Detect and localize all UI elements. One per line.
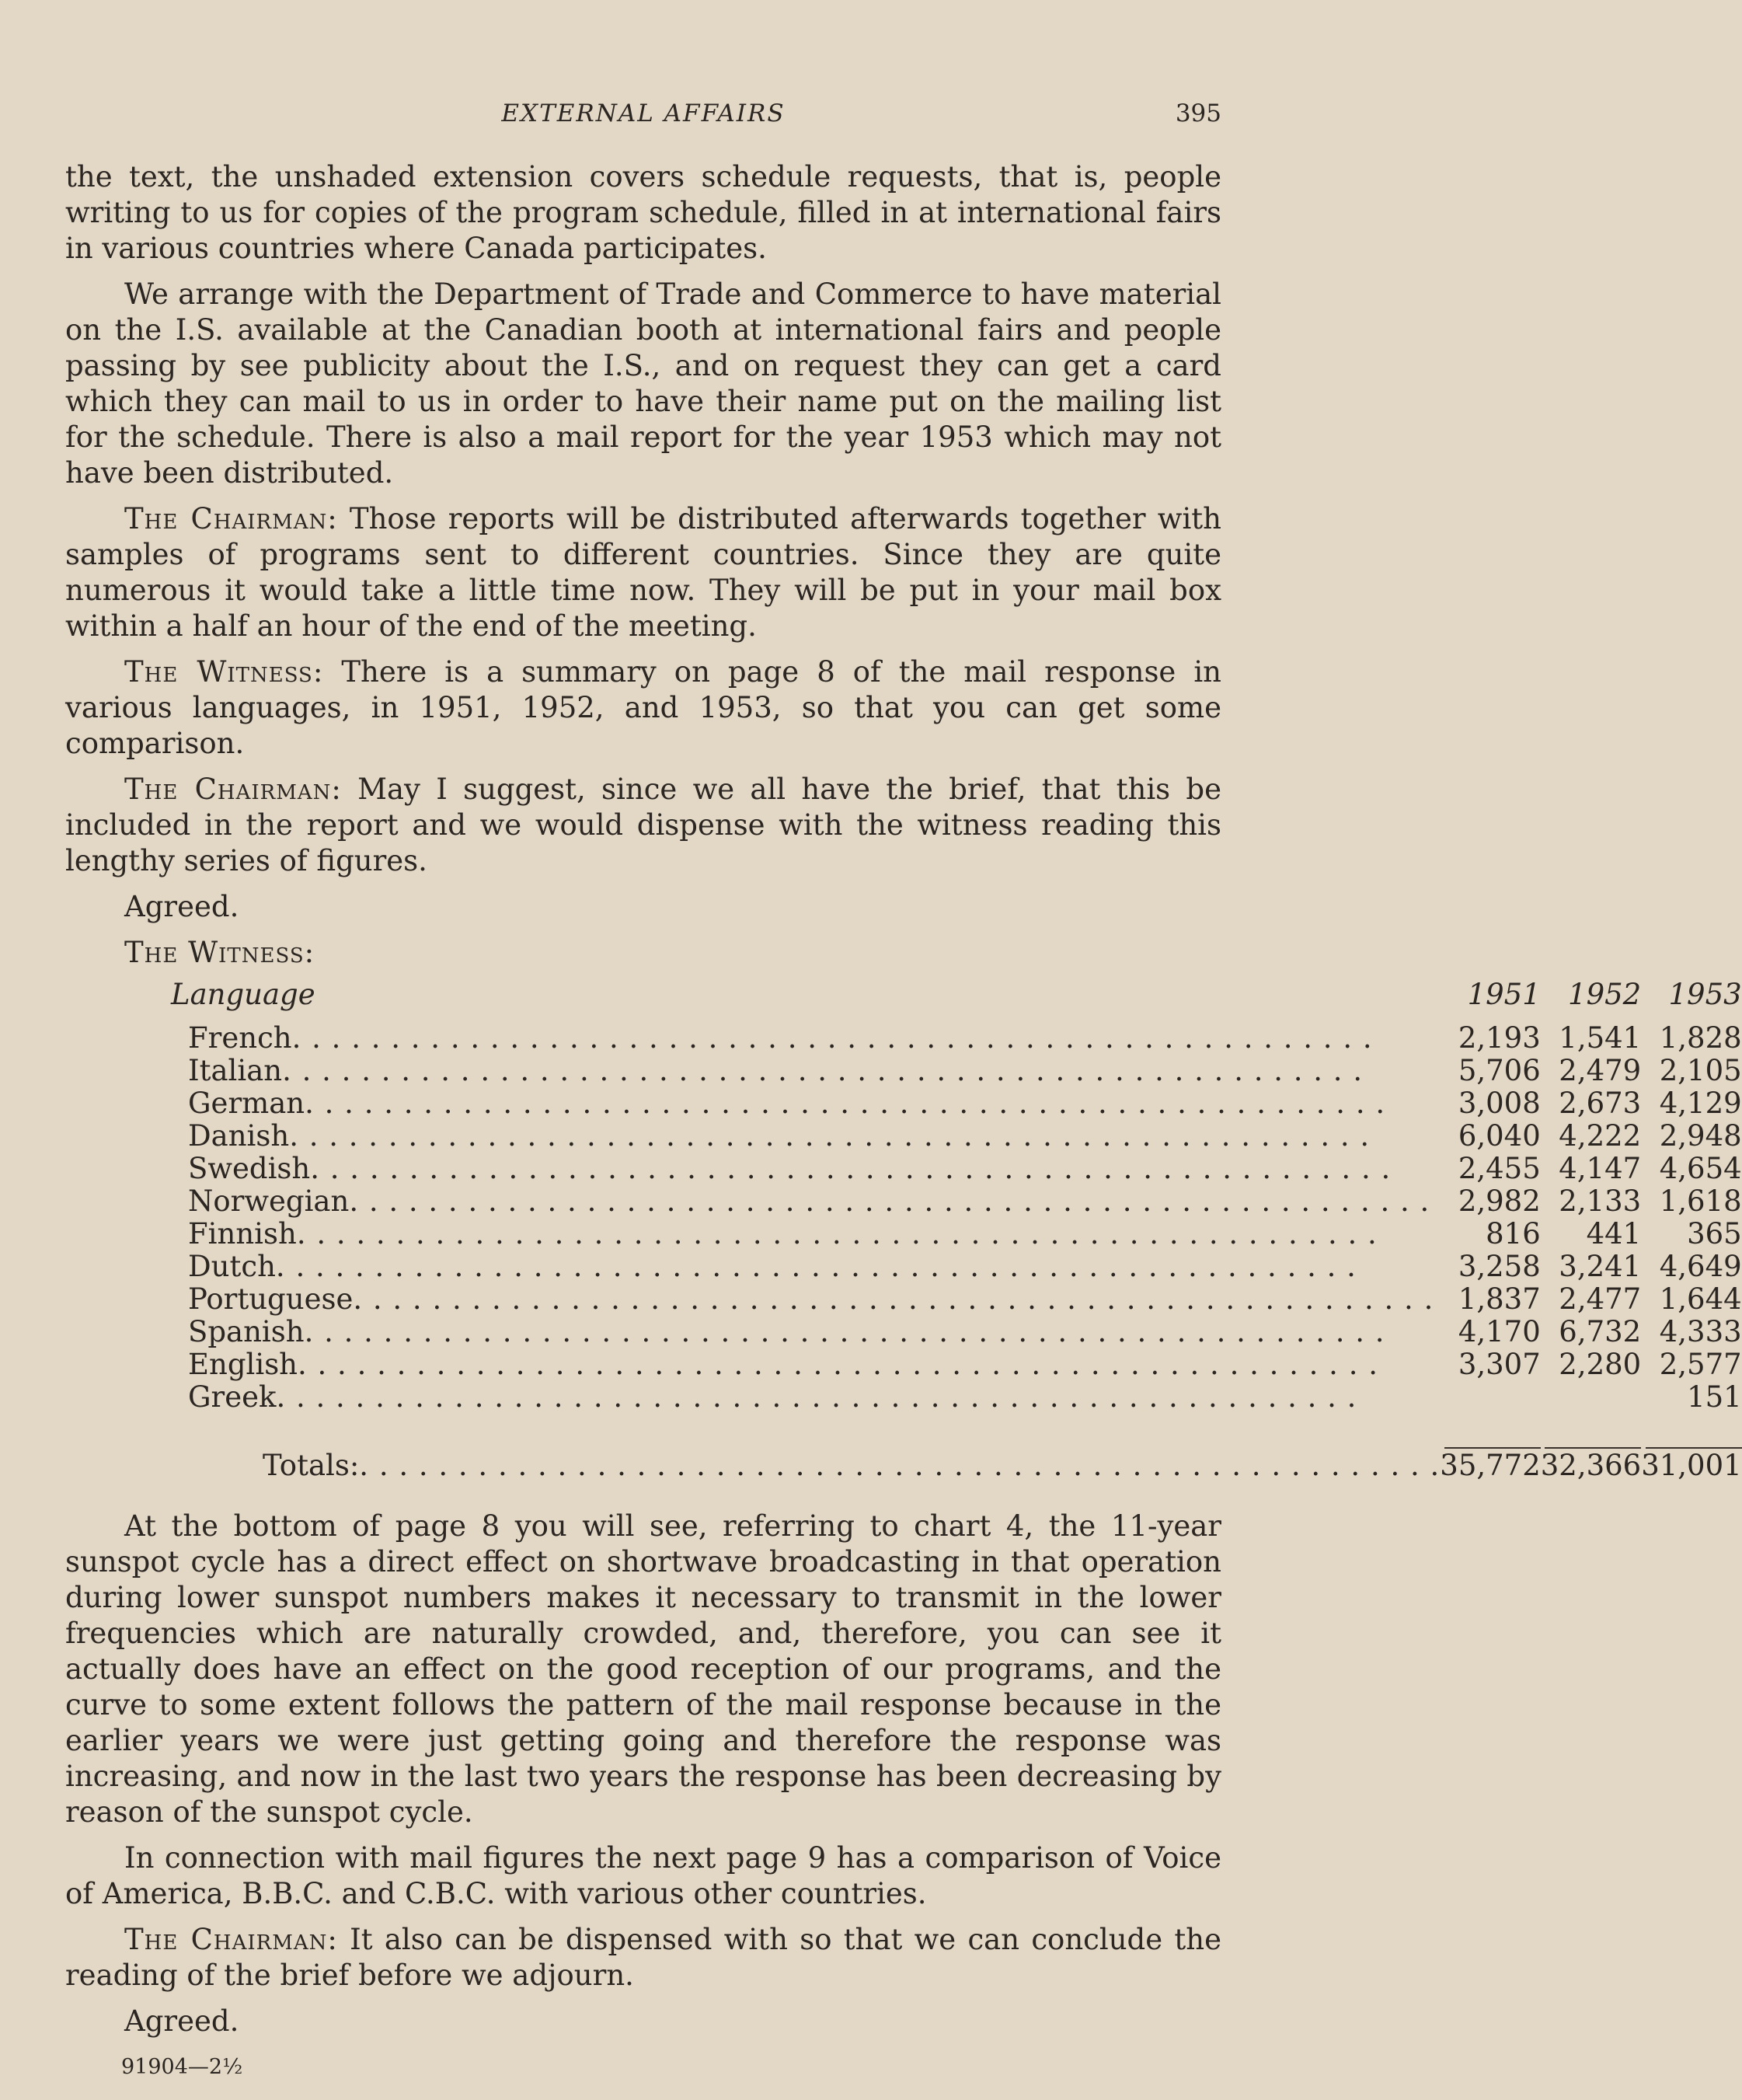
- speech-text: May I suggest, since we all have the brief, that this be included in the report and we would dispense with the witness reading this lengthy series of figures.: [65, 773, 1221, 877]
- table-row: [171, 1381, 1742, 1414]
- value-1953: 4,654: [1659, 1152, 1742, 1185]
- value-1952: 2,280: [1559, 1348, 1642, 1381]
- table-row: [171, 1348, 1742, 1381]
- value-1952: 3,241: [1559, 1250, 1642, 1283]
- dot-leader: [298, 1348, 1440, 1381]
- table-header-row: [171, 978, 1742, 1022]
- header-1953: 1953: [1668, 978, 1742, 1011]
- speaker-label: The Witness:: [124, 655, 324, 689]
- value-1951: 816: [1486, 1217, 1541, 1251]
- value-1952: 2,133: [1559, 1184, 1642, 1218]
- witness-intro: The Witness:: [124, 936, 315, 969]
- speaker-label: The Chairman:: [124, 502, 338, 535]
- dot-leader: [310, 1153, 1440, 1185]
- value-1952: 2,479: [1559, 1054, 1642, 1087]
- value-1953: 4,333: [1659, 1315, 1742, 1348]
- speech-text: It also can be dispensed with so that we can conclude the reading of the brief before we adjourn.: [65, 1923, 1221, 1992]
- language-name: Spanish: [188, 1315, 305, 1348]
- value-1953: 2,577: [1659, 1348, 1742, 1381]
- value-1952: [1541, 1381, 1641, 1414]
- value-1951: 3,258: [1458, 1250, 1541, 1283]
- page-body: [65, 159, 1742, 2085]
- language-name: Finnish: [188, 1217, 297, 1251]
- paragraph-witness-summary: [65, 654, 1221, 762]
- print-code: 91904—2½: [121, 2055, 243, 2079]
- value-1953: 4,129: [1659, 1087, 1742, 1120]
- paragraph-voice-of-america: In connection with mail figures the next page 9 has a comparison of Voice of America, B.B.C. and C.B.C. with various other countries.: [65, 1841, 1221, 1910]
- running-title: EXTERNAL AFFAIRS: [501, 99, 786, 127]
- table-row: [171, 1087, 1742, 1120]
- total-1951: 35,772: [1440, 1449, 1541, 1482]
- agreed-line: Agreed.: [124, 2004, 239, 2038]
- value-1951: 5,706: [1458, 1054, 1541, 1087]
- value-1951: 1,837: [1458, 1282, 1541, 1316]
- paragraph-chairman-dispense: [65, 1922, 1221, 1994]
- mail-response-table: [171, 978, 1742, 1482]
- language-name: German: [188, 1087, 305, 1120]
- value-1951: 2,982: [1458, 1184, 1541, 1218]
- totals-row: [171, 1446, 1742, 1482]
- paragraph-chairman-reports: [65, 501, 1221, 644]
- language-name: Italian: [188, 1054, 283, 1087]
- dot-leader: [359, 1449, 1440, 1482]
- value-1951: 2,193: [1458, 1021, 1541, 1055]
- value-1953: 1,618: [1659, 1184, 1742, 1218]
- value-1952: 2,477: [1559, 1282, 1642, 1316]
- dot-leader: [282, 1055, 1440, 1087]
- value-1952: 441: [1586, 1217, 1642, 1251]
- value-1951: 2,455: [1458, 1152, 1541, 1185]
- rule-line: [1646, 1447, 1742, 1449]
- language-name: French: [188, 1021, 292, 1055]
- agreed-line: Agreed.: [124, 890, 239, 923]
- table-row: [171, 1153, 1742, 1185]
- value-1953: 4,649: [1659, 1250, 1742, 1283]
- rule-line: [1444, 1447, 1541, 1449]
- language-name: Dutch: [188, 1250, 276, 1283]
- table-row: [171, 1316, 1742, 1348]
- header-1952: 1952: [1568, 978, 1642, 1011]
- value-1951: [1440, 1381, 1540, 1414]
- total-1953: 31,001: [1641, 1449, 1742, 1482]
- language-name: Greek: [188, 1380, 277, 1414]
- dot-leader: [349, 1185, 1440, 1218]
- value-1951: 3,008: [1458, 1087, 1541, 1120]
- speaker-label: The Chairman:: [124, 773, 342, 806]
- value-1951: 4,170: [1458, 1315, 1541, 1348]
- value-1951: 3,307: [1458, 1348, 1541, 1381]
- totals-label: Totals:: [263, 1449, 360, 1482]
- dot-leader: [292, 1022, 1441, 1055]
- paragraph-continued: the text, the unshaded extension covers schedule requests, that is, people writing to us for copies of the program schedule, filled in at international fairs in various countries where Canada participates.: [65, 160, 1221, 265]
- rule-line: [1545, 1447, 1641, 1449]
- value-1952: 4,147: [1559, 1152, 1642, 1185]
- table-row: [171, 1055, 1742, 1087]
- value-1952: 4,222: [1559, 1119, 1642, 1153]
- table-row: [171, 1120, 1742, 1153]
- speech-text: There is a summary on page 8 of the mail response in various languages, in 1951, 1952, and 1953, so that you can get some comparison.: [65, 655, 1221, 760]
- header-language: Language: [171, 978, 315, 1011]
- value-1953: 2,948: [1659, 1119, 1742, 1153]
- table-row: [171, 1251, 1742, 1283]
- table-row: [171, 1185, 1742, 1218]
- value-1952: 2,673: [1559, 1087, 1642, 1120]
- value-1951: 6,040: [1458, 1119, 1541, 1153]
- value-1952: 6,732: [1559, 1315, 1642, 1348]
- page-header: [65, 99, 1221, 134]
- value-1953: 1,828: [1659, 1021, 1742, 1055]
- page-number: 395: [1175, 99, 1221, 127]
- value-1953: 1,644: [1659, 1282, 1742, 1316]
- paragraph-sunspot: At the bottom of page 8 you will see, referring to chart 4, the 11-year sunspot cycle has a direct effect on shortwave broadcasting in that operation during lower sunspot numbers makes it necessary to transmit in the lower frequencies which are naturally crowded, and, therefore, you can see it actually does have an effect on the good reception of our programs, and the curve to some extent follows the pattern of the mail response because in the earlier years we were just getting going and therefore the response was increasing, and now in the last two years the response has been decreasing by reason of the sunspot cycle.: [65, 1509, 1221, 1829]
- header-1951: 1951: [1467, 978, 1541, 1011]
- table-row: [171, 1218, 1742, 1251]
- value-1952: 1,541: [1559, 1021, 1642, 1055]
- speaker-label: The Chairman:: [124, 1923, 338, 1956]
- dot-leader: [276, 1381, 1440, 1414]
- paragraph-chairman-suggest: [65, 772, 1221, 879]
- dot-leader: [289, 1120, 1440, 1153]
- totals-rule-row: [171, 1414, 1742, 1446]
- value-1953: 2,105: [1659, 1054, 1742, 1087]
- language-name: Norwegian: [188, 1184, 350, 1218]
- dot-leader: [297, 1218, 1440, 1251]
- value-1953: 151: [1687, 1380, 1742, 1414]
- language-name: Swedish: [188, 1152, 311, 1185]
- language-name: Danish: [188, 1119, 290, 1153]
- table-row: [171, 1022, 1742, 1055]
- table-row: [171, 1283, 1742, 1316]
- speech-text: Those reports will be distributed afterwards together with samples of programs sent to different countries. Since they are quite numerous it would take a little time now. They will be put in your mail box within a half an hour of the end of the meeting.: [65, 502, 1221, 643]
- dot-leader: [305, 1087, 1440, 1120]
- dot-leader: [353, 1283, 1440, 1316]
- total-1952: 32,366: [1540, 1449, 1642, 1482]
- paragraph-trade-commerce: We arrange with the Department of Trade and Commerce to have material on the I.S. available at the Canadian booth at international fairs and people passing by see publicity about the I.S., and on request they can get a card which they can mail to us in order to have their name put on the mailing list for the schedule. There is also a mail report for the year 1953 which may not have been distributed.: [65, 277, 1221, 490]
- dot-leader: [276, 1251, 1440, 1283]
- dot-leader: [305, 1316, 1441, 1348]
- value-1953: 365: [1687, 1217, 1742, 1251]
- language-name: Portuguese: [188, 1282, 354, 1316]
- language-name: English: [188, 1348, 298, 1381]
